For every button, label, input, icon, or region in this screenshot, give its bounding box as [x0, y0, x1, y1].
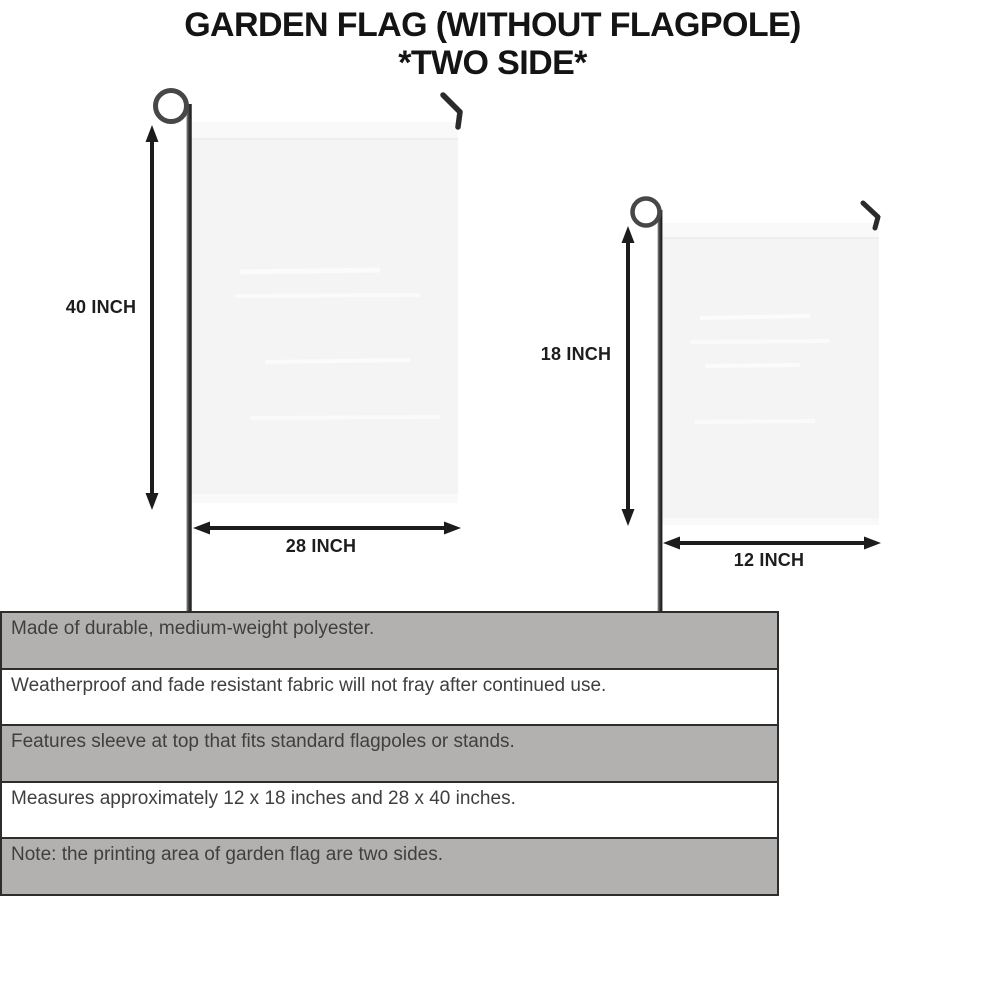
feature-row-note — [2, 839, 777, 894]
large-flag-figure — [146, 91, 462, 612]
title-line-2: *TWO SIDE* — [398, 44, 587, 83]
small-flag-height-label: 18 INCH — [540, 344, 612, 364]
small-flag-crease — [700, 316, 810, 318]
feature-text: Measures approximately 12 x 18 inches and 28 x 40 inches. — [11, 787, 516, 809]
feature-row-sleeve — [2, 726, 777, 783]
features-table — [0, 611, 779, 896]
feature-text: Weatherproof and fade resistant fabric will not fray after continued use. — [11, 674, 607, 696]
small-flag-hem — [662, 518, 879, 525]
large-flag-pole-loop — [156, 91, 187, 122]
large-flag-width-label: 28 INCH — [285, 536, 357, 556]
feature-text: Made of durable, medium-weight polyester. — [11, 618, 375, 639]
small-flag-pole-loop — [633, 199, 660, 226]
small-flag-width-label: 12 INCH — [733, 550, 805, 570]
feature-row-measurements — [2, 783, 777, 840]
large-flag-crease — [240, 270, 380, 272]
small-flag-crease — [690, 341, 830, 342]
small-flag-sleeve — [662, 223, 879, 237]
small-flag-height-arrow — [622, 226, 635, 526]
large-flag-crease — [235, 295, 420, 296]
small-flag-crease — [705, 365, 800, 366]
feature-text: Note: the printing area of garden flag are two sides. — [11, 844, 443, 866]
small-flag-width-arrow — [663, 537, 881, 550]
large-flag-crease — [250, 417, 440, 418]
large-flag-hem — [189, 494, 458, 503]
large-flag-height-label: 40 INCH — [65, 297, 137, 317]
title-line-1: GARDEN FLAG (WITHOUT FLAGPOLE) — [184, 6, 801, 44]
small-flag-fabric — [662, 223, 879, 525]
feature-row-weatherproof — [2, 670, 777, 727]
small-flag-crease — [695, 421, 815, 422]
large-flag-crease — [265, 360, 410, 362]
large-flag-width-arrow — [193, 522, 461, 535]
feature-row-material — [2, 613, 777, 670]
large-flag-pole — [187, 104, 192, 611]
small-flag-pole — [658, 210, 663, 611]
large-flag-sleeve — [189, 122, 458, 138]
large-flag-fabric — [189, 122, 458, 503]
feature-text: Features sleeve at top that fits standard flagpoles or stands. — [11, 731, 515, 753]
